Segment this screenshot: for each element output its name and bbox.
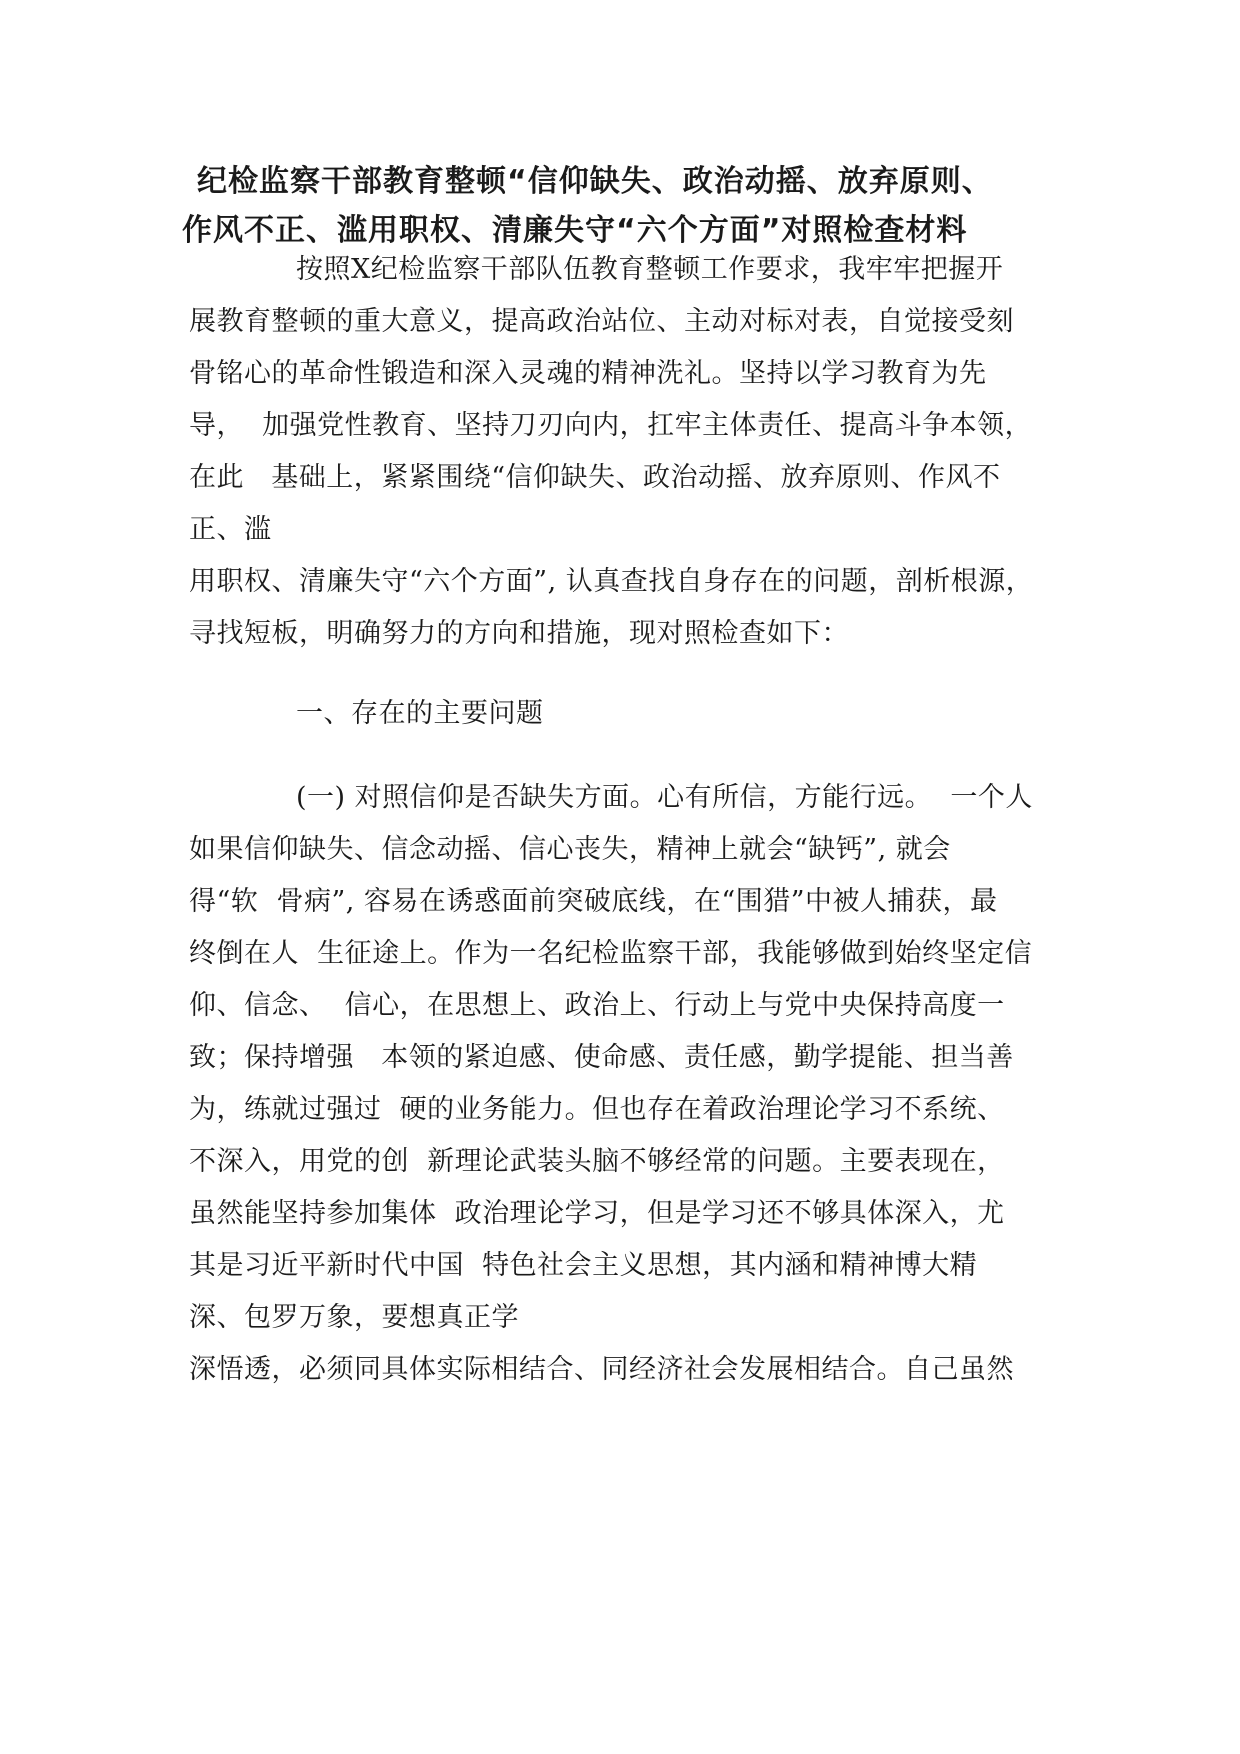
section1-line-5: 仰、信念、 信心，在思想上、政治上、行动上与党中央保持高度一 <box>189 990 1005 1021</box>
section1-line-3: 得“软 骨病”, 容易在诱惑面前突破底线，在“围猎”中被人捕获，最 <box>189 886 998 917</box>
section1-line-4: 终倒在人 生征途上。作为一名纪检监察干部，我能够做到始终坚定信 <box>189 938 1033 969</box>
preface-line-1: 按照X纪检监察干部队伍教育整顿工作要求，我牢牢把握开 <box>296 254 1004 285</box>
section-heading: 一、存在的主要问题 <box>296 698 544 729</box>
section1-line-11: 深、包罗万象，要想真正学 <box>189 1302 519 1333</box>
section1-line-12: 深悟透，必须同具体实际相结合、同经济社会发展相结合。自己虽然 <box>189 1354 1014 1385</box>
preface-line-4: 导， 加强党性教育、坚持刀刃向内，扛牢主体责任、提高斗争本领， <box>189 410 1033 441</box>
preface-line-5: 在此 基础上，紧紧围绕“信仰缺失、政治动摇、放弃原则、作风不 <box>189 462 1001 493</box>
section1-line-9: 虽然能坚持参加集体 政治理论学习，但是学习还不够具体深入，尤 <box>189 1198 1005 1229</box>
preface-line-6: 正、滥 <box>189 514 272 545</box>
section1-line-6: 致；保持增强 本领的紧迫感、使命感、责任感，勤学提能、担当善 <box>189 1042 1014 1073</box>
preface-line-3: 骨铭心的革命性锻造和深入灵魂的精神洗礼。坚持以学习教育为先 <box>189 358 987 389</box>
preface-line-2: 展教育整顿的重大意义，提高政治站位、主动对标对表，自觉接受刻 <box>189 306 1014 337</box>
document-title-line-2: 作风不正、滥用职权、清廉失守“六个方面”对照检查材料 <box>182 213 968 248</box>
preface-line-8: 寻找短板，明确努力的方向和措施，现对照检查如下： <box>189 618 849 649</box>
section1-line-7: 为，练就过强过 硬的业务能力。但也存在着政治理论学习不系统、 <box>189 1094 1005 1125</box>
preface-line-7: 用职权、清廉失守“六个方面”, 认真查找自身存在的问题，剖析根源， <box>189 566 1034 597</box>
document-title-line-1: 纪检监察干部教育整顿“信仰缺失、政治动摇、放弃原则、 <box>197 164 993 199</box>
section1-line-10: 其是习近平新时代中国 特色社会主义思想，其内涵和精神博大精 <box>189 1250 978 1281</box>
section1-line-2: 如果信仰缺失、信念动摇、信心丧失，精神上就会“缺钙”, 就会 <box>189 834 951 865</box>
section1-line-8: 不深入，用党的创 新理论武装头脑不够经常的问题。主要表现在， <box>189 1146 1005 1177</box>
section1-line-1: (一) 对照信仰是否缺失方面。心有所信，方能行远。 一个人 <box>296 782 1033 813</box>
